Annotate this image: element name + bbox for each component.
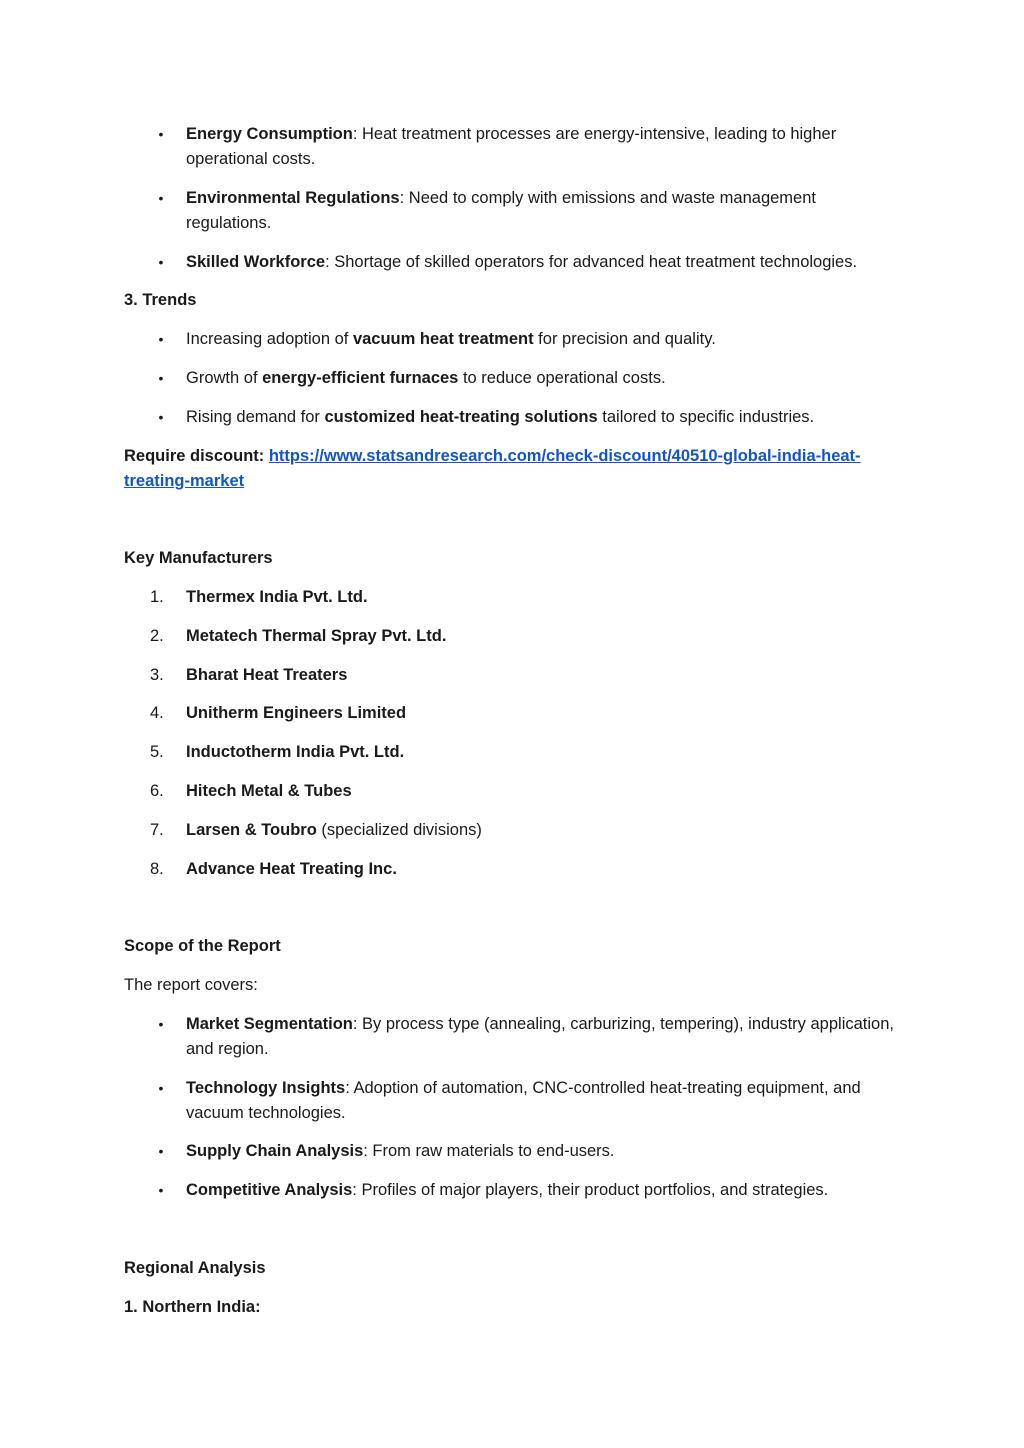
bullet: • — [158, 369, 164, 386]
manufacturer-name: Inductotherm India Pvt. Ltd. — [186, 743, 405, 762]
bullet: • — [158, 408, 164, 425]
discount-label: Require discount: — [124, 446, 269, 465]
item-term: customized heat-treating solutions — [324, 407, 598, 426]
challenges-list — [124, 122, 904, 275]
scope-intro: The report covers: — [124, 975, 258, 994]
bullet: • — [158, 1143, 164, 1160]
discount-link[interactable]: https://www.statsandresearch.com/check-discount/40510-global-india-heat-treating-market — [124, 446, 861, 490]
list-item — [124, 701, 904, 726]
item-text: tailored to specific industries. — [597, 407, 815, 426]
list-item — [124, 122, 904, 172]
manufacturer-name: Advance Heat Treating Inc. — [186, 859, 397, 878]
item-number: 4. — [150, 704, 164, 723]
manufacturer-name: Larsen & Toubro — [186, 820, 317, 839]
item-number: 6. — [150, 781, 164, 800]
item-term: vacuum heat treatment — [352, 330, 534, 349]
item-text: : Profiles of major players, their product portfolios, and strategies. — [352, 1181, 829, 1200]
list-item — [124, 327, 904, 352]
item-term: Technology Insights — [186, 1078, 346, 1097]
bullet: • — [158, 253, 164, 270]
bullet: • — [158, 189, 164, 206]
list-item — [124, 818, 904, 843]
list-item — [124, 1076, 904, 1126]
item-number: 7. — [150, 820, 164, 839]
bullet: • — [158, 331, 164, 348]
item-text: Growth of — [186, 368, 263, 387]
list-item — [124, 857, 904, 882]
spacer — [124, 507, 904, 546]
manufacturer-note: (specialized divisions) — [316, 820, 482, 839]
list-item — [124, 405, 904, 430]
item-text: to reduce operational costs. — [458, 368, 666, 387]
item-text: : Adoption of automation, CNC-controlled heat-treating equipment, and vacuum technologies. — [186, 1078, 861, 1122]
manufacturer-name: Bharat Heat Treaters — [186, 665, 348, 684]
spacer — [124, 895, 904, 934]
manufacturer-name: Metatech Thermal Spray Pvt. Ltd. — [186, 626, 447, 645]
list-item — [124, 1139, 904, 1164]
item-term: Market Segmentation — [186, 1014, 353, 1033]
bullet: • — [158, 1015, 164, 1032]
spacer — [124, 1217, 904, 1256]
manufacturers-list — [124, 585, 904, 882]
manufacturers-heading: Key Manufacturers — [124, 549, 273, 568]
item-number: 1. — [150, 587, 164, 606]
trends-list — [124, 327, 904, 430]
scope-list — [124, 1012, 904, 1203]
item-text: : Heat treatment processes are energy-intensive, leading to higher operational costs. — [186, 125, 837, 168]
discount-line — [124, 444, 904, 494]
item-number: 3. — [150, 665, 164, 684]
list-item — [124, 585, 904, 610]
scope-heading: Scope of the Report — [124, 937, 281, 956]
list-item — [124, 186, 904, 236]
bullet: • — [158, 1079, 164, 1096]
list-item — [124, 779, 904, 804]
item-term: Competitive Analysis — [186, 1181, 353, 1200]
item-text: : By process type (annealing, carburizing, tempering), industry application, and region. — [186, 1014, 894, 1058]
item-text: for precision and quality. — [533, 330, 716, 349]
regional-heading: Regional Analysis — [124, 1258, 266, 1277]
item-text: Increasing adoption of — [186, 330, 353, 349]
manufacturer-name: Thermex India Pvt. Ltd. — [186, 587, 368, 606]
list-item — [124, 250, 904, 275]
list-item — [124, 366, 904, 391]
manufacturer-name: Hitech Metal & Tubes — [186, 781, 352, 800]
item-number: 5. — [150, 743, 164, 762]
item-term: Supply Chain Analysis — [186, 1142, 364, 1161]
list-item — [124, 663, 904, 688]
bullet: • — [158, 126, 164, 142]
item-text: : Need to comply with emissions and waste management regulations. — [186, 188, 816, 232]
item-text: : From raw materials to end-users. — [363, 1142, 615, 1161]
list-item — [124, 624, 904, 649]
item-text: : Shortage of skilled operators for advanced heat treatment technologies. — [325, 252, 858, 271]
item-term: Skilled Workforce — [186, 252, 326, 271]
item-term: Environmental Regulations — [186, 188, 400, 207]
item-number: 8. — [150, 859, 164, 878]
bullet: • — [158, 1182, 164, 1199]
document-page — [124, 122, 904, 1333]
list-item — [124, 1012, 904, 1062]
trends-heading: 3. Trends — [124, 291, 197, 310]
manufacturer-name: Unitherm Engineers Limited — [186, 704, 407, 723]
item-term: Energy Consumption — [186, 125, 353, 143]
regional-subheading: 1. Northern India: — [124, 1297, 261, 1316]
list-item — [124, 740, 904, 765]
item-number: 2. — [150, 626, 164, 645]
item-term: energy-efficient furnaces — [262, 368, 459, 387]
list-item — [124, 1178, 904, 1203]
item-text: Rising demand for — [186, 407, 325, 426]
